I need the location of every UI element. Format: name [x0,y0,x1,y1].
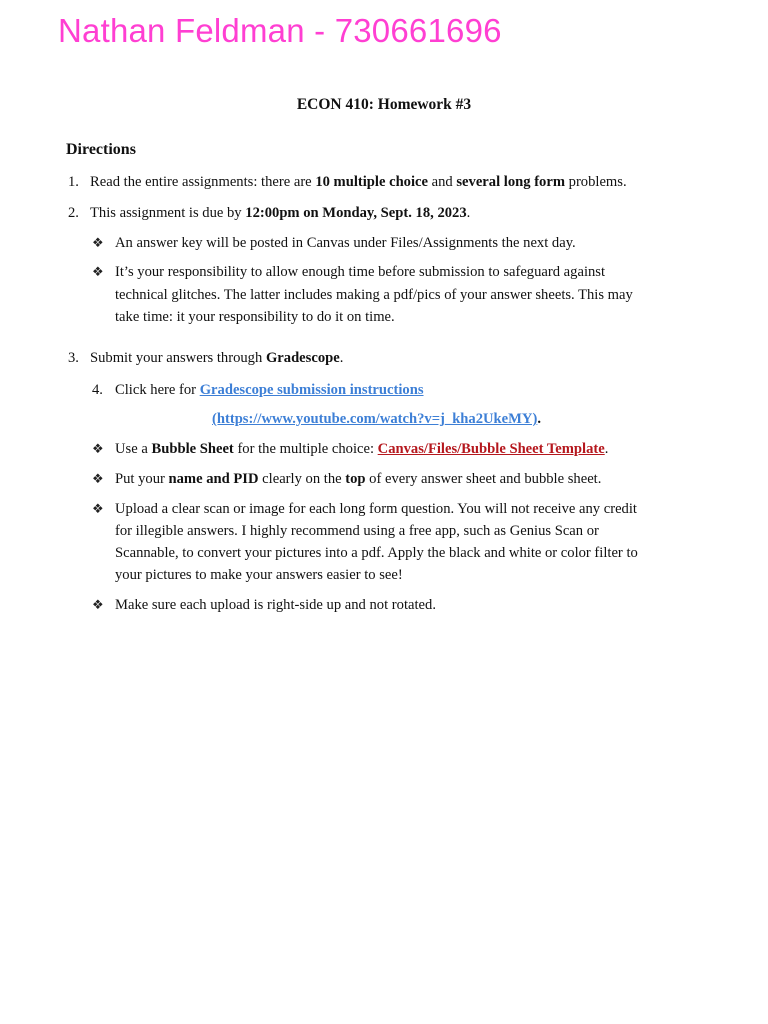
item-4-url-line: (https://www.youtube.com/watch?v=j_kha2UkeMY). [212,411,541,427]
gradescope-youtube-url-link[interactable]: (https://www.youtube.com/watch?v=j_kha2UkeMY) [212,411,538,427]
bullet-bubble-sheet-text: Use a Bubble Sheet for the multiple choice: Canvas/Files/Bubble Sheet Template. [115,441,609,457]
bullet-right-side-up-text: Make sure each upload is right-side up and not rotated. [115,597,436,613]
item-3-number: 3. [68,350,79,366]
bubble-sheet-template-link[interactable]: Canvas/Files/Bubble Sheet Template [377,441,605,457]
bullet-diamond-icon: ❖ [92,264,104,279]
bullet-upload-line-2: for illegible answers. I highly recommend using a free app, such as Genius Scan or [115,523,599,539]
bullet-responsibility-line-1: It’s your responsibility to allow enough time before submission to safeguard against [115,264,606,280]
item-2-text: This assignment is due by 12:00pm on Monday, Sept. 18, 2023. [90,205,471,221]
item-1-number: 1. [68,174,79,190]
item-1-text: Read the entire assignments: there are 10 multiple choice and several long form problems. [90,174,627,190]
bullet-upload-line-3: Scannable, to convert your pictures into a pdf. Apply the black and white or color filter to [115,545,638,561]
bullet-diamond-icon: ❖ [92,471,104,486]
item-4-text: Click here for Gradescope submission instructions [115,382,424,398]
student-name-annotation: Nathan Feldman - 730661696 [58,12,502,49]
bullet-responsibility-line-3: take time: it your responsibility to do it on time. [115,309,395,325]
item-3-text: Submit your answers through Gradescope. [90,350,344,366]
bullet-diamond-icon: ❖ [92,441,104,456]
bullet-upload-line-4: your pictures to make your answers easier to see! [115,567,403,583]
bullet-diamond-icon: ❖ [92,235,104,250]
item-4-number: 4. [92,382,103,398]
bullet-name-pid-text: Put your name and PID clearly on the top of every answer sheet and bubble sheet. [115,471,602,487]
bullet-diamond-icon: ❖ [92,501,104,516]
bullet-responsibility-line-2: technical glitches. The latter includes making a pdf/pics of your answer sheets. This may [115,287,633,303]
item-2-number: 2. [68,205,79,221]
document-title: ECON 410: Homework #3 [296,96,472,113]
directions-heading: Directions [66,141,136,158]
gradescope-instructions-link[interactable]: Gradescope submission instructions [199,382,424,398]
bullet-answer-key-text: An answer key will be posted in Canvas under Files/Assignments the next day. [115,235,576,251]
bullet-upload-line-1: Upload a clear scan or image for each long form question. You will not receive any credit [115,501,637,517]
bullet-diamond-icon: ❖ [92,597,104,612]
